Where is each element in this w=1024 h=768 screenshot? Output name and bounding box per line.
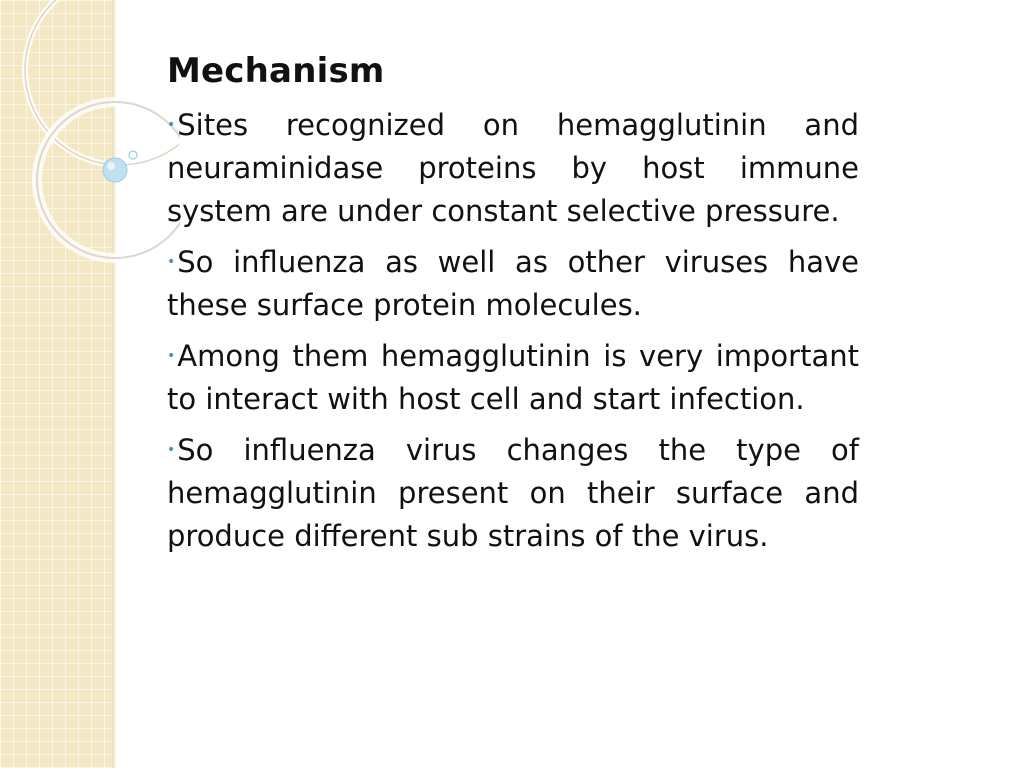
bullet-list xyxy=(167,104,859,558)
decorative-circles-icon xyxy=(0,0,180,300)
bullet-text: Sites recognized on hemagglutinin and neuraminidase proteins by host immune system are under constant selective pressure. xyxy=(167,108,859,228)
bullet-dot-icon: • xyxy=(167,348,176,364)
bullet-item xyxy=(167,104,859,233)
slide-title: Mechanism xyxy=(167,51,385,91)
bullet-item xyxy=(167,335,859,421)
bullet-text: So influenza virus changes the type of hemagglutinin present on their surface and produce different sub strains of the virus. xyxy=(167,433,859,553)
bullet-text: Among them hemagglutinin is very important to interact with host cell and start infection. xyxy=(167,339,859,416)
bullet-item xyxy=(167,241,859,327)
slide-content xyxy=(167,46,859,566)
bullet-dot-icon: • xyxy=(167,254,176,270)
bullet-text: So influenza as well as other viruses have these surface protein molecules. xyxy=(167,245,859,322)
bullet-item xyxy=(167,429,859,558)
bullet-dot-icon: • xyxy=(167,442,176,458)
bullet-dot-icon: • xyxy=(167,117,176,133)
